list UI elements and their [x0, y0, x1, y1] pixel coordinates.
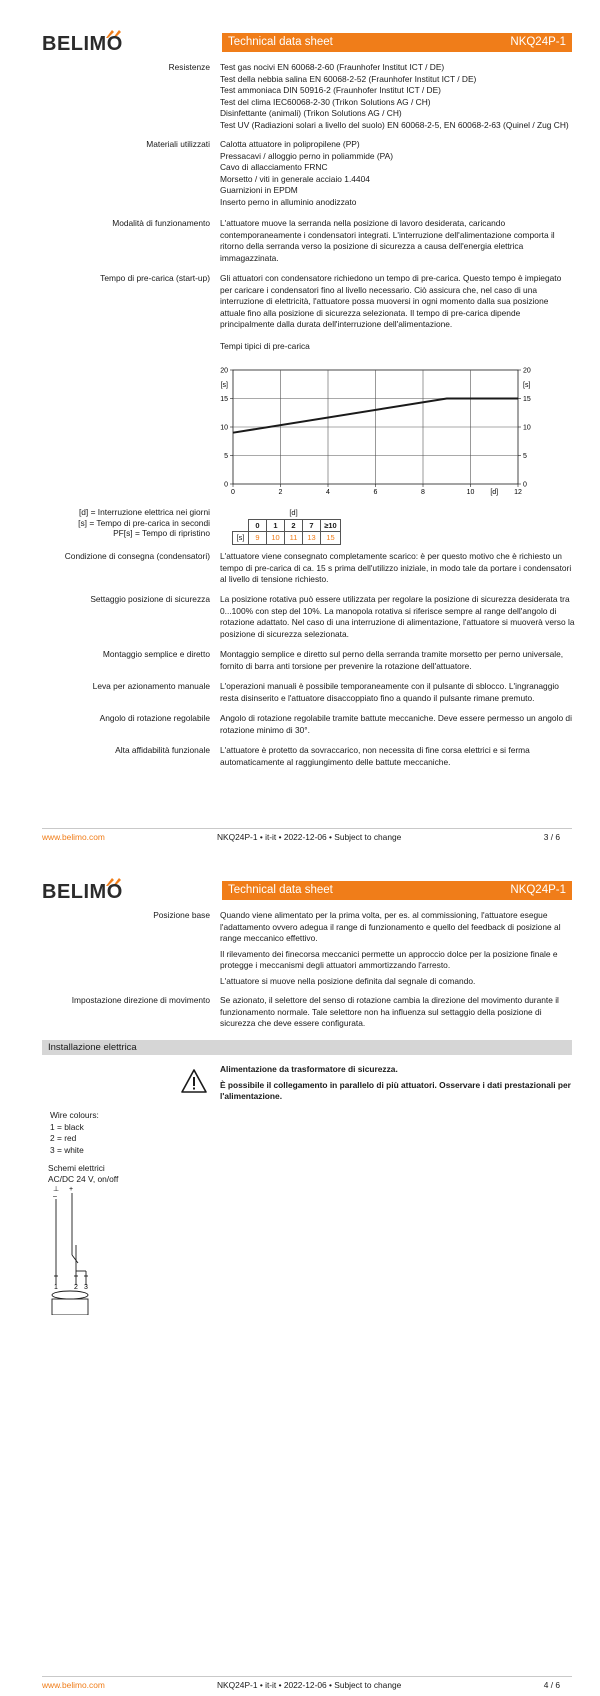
table-unit-s: [s] [233, 532, 249, 545]
y-tick-label-right: 20 [523, 367, 531, 375]
y-tick-label-right: 5 [523, 453, 527, 460]
label-alta: Alta affidabilità funzionale [115, 745, 210, 755]
page-number: 3 / 6 [543, 832, 560, 842]
warning-icon [180, 1068, 208, 1094]
x-tick-label: 0 [231, 489, 235, 496]
list-item: Test ammoniaca DIN 50916-2 (Fraunhofer Institut ICT / DE) [220, 85, 441, 95]
terminal-3: 3 [84, 1284, 88, 1291]
table-cell: 11 [285, 532, 303, 545]
value-posizione [220, 910, 575, 991]
list-item: Test del clima IEC60068-2-30 (Trikon Solutions AG / CH) [220, 96, 431, 107]
x-tick-label: 6 [373, 489, 378, 496]
value-alta: L'attuatore è protetto da sovraccarico, non necessita di fine corsa elettrici e si ferma automaticamente al raggiungimento delle battute meccaniche. [220, 745, 530, 767]
label-leva: Leva per azionamento manuale [92, 681, 210, 691]
label-direzione: Impostazione direzione di movimento [71, 995, 210, 1005]
chart-caption: Tempi tipici di pre-carica [220, 340, 310, 351]
value-materiali [220, 139, 575, 208]
label-materiali: Materiali utilizzati [146, 139, 210, 149]
value-modalita: L'attuatore muove la serranda nella posizione di lavoro desiderata, caricando contemporaneamente i condensatori integrati. L'interruzione dell'alimentazione comporta il ritorno della serranda verso la posizione di sicurezza a causa dell'energia elettrica immagazzinata. [220, 218, 555, 263]
terminal-2: 2 [74, 1284, 78, 1291]
list-item: Calotta attuatore in polipropilene (PP) [220, 139, 360, 149]
schemi-title: Schemi elettrici [48, 1163, 105, 1173]
value-direzione: Se azionato, il selettore del senso di rotazione cambia la direzione del movimento durante il funzionamento normale. Tale selettore non ha influenza sul settaggio della posizione di sicurezza che deve essere configurata. [220, 995, 559, 1028]
precharge-table-wrap [220, 507, 575, 545]
label-posizione: Posizione base [153, 910, 210, 920]
value-angolo: Angolo di rotazione regolabile tramite battute meccaniche. Deve essere permesso un angolo di rotazione minimo di 30°. [220, 713, 572, 735]
section-installazione [42, 1040, 572, 1055]
label-modalita: Modalità di funzionamento [112, 218, 210, 228]
table-cell: 13 [303, 532, 321, 545]
list-item: 1 = black [50, 1121, 84, 1132]
paragraph: L'attuatore si muove nella posizione definita dal segnale di comando. [220, 975, 476, 986]
list-item: Cavo di allacciamento FRNC [220, 162, 328, 172]
y-tick-label: 0 [224, 481, 228, 489]
logo-text: BELIMO [42, 33, 123, 55]
y-tick-label: 5 [224, 453, 228, 460]
header-title: Technical data sheet [228, 884, 333, 896]
list-item: 3 = white [50, 1144, 84, 1155]
y-tick-label-right: 15 [523, 396, 531, 403]
section-title: Installazione elettrica [48, 1042, 137, 1053]
header-code: NKQ24P-1 [510, 36, 566, 48]
x-tick-label: 4 [326, 489, 330, 496]
table-cell: 0 [249, 519, 267, 532]
header-title: Technical data sheet [228, 36, 333, 48]
y-axis-label: [s] [220, 381, 228, 389]
table-cell: 15 [321, 532, 341, 545]
header-code: NKQ24P-1 [510, 884, 566, 896]
legend [40, 507, 210, 539]
footer [42, 828, 572, 843]
value-leva: L'operazioni manuali è possibile temporaneamente con il pulsante di sblocco. L'ingranaggio resta disinserito e l'attuatore disaccoppiato fino a quando il pulsante rimane premuto. [220, 681, 559, 703]
wiring-diagram [48, 1185, 98, 1315]
y-tick-label-right: 10 [523, 424, 531, 432]
footer-info: NKQ24P-1 • it-it • 2022-12-06 • Subject to change [217, 832, 402, 842]
page-number: 4 / 6 [543, 1680, 560, 1690]
label-consegna: Condizione di consegna (condensatori) [64, 551, 210, 561]
legend-d: [d] = Interruzione elettrica nei giorni [78, 507, 210, 517]
schemi [48, 1163, 188, 1185]
list-item: Pressacavi / alloggio perno in poliammide (PA) [220, 150, 394, 161]
list-item: Guarnizioni in EPDM [220, 185, 298, 195]
belimo-logo [42, 876, 122, 902]
table-cell: 2 [285, 519, 303, 532]
label-settaggio: Settaggio posizione di sicurezza [90, 594, 210, 604]
x-tick-label: 2 [278, 489, 283, 496]
label-montaggio: Montaggio semplice e diretto [102, 649, 210, 659]
y-tick-label: 20 [220, 367, 228, 375]
list-item: 2 = red [50, 1133, 77, 1143]
y-axis-label-right: [s] [523, 381, 531, 389]
value-tempo [220, 273, 575, 356]
schemi-subtitle: AC/DC 24 V, on/off [48, 1174, 119, 1184]
table-cell: 1 [267, 519, 285, 532]
list-item: Morsetto / viti in generale acciaio 1.4404 [220, 173, 370, 184]
header-bar [222, 881, 572, 900]
paragraph: Quando viene alimentato per la prima volta, per es. al commissioning, l'attuatore esegue l'adattamento ovvero adegua il range di funzionamento e quello del feedback di posizione al range meccanico effettivo. [220, 910, 561, 943]
value-settaggio: La posizione rotativa può essere utilizzata per regolare la posizione di sicurezza desiderata tra 0...100% con step del 10%. La manopola rotativa si riferisce sempre al range dell'angolo di rotazione adattato. Nel caso di una interruzione di alimentazione, l'attuatore si muoverà verso la posizione di sicurezza selezionata. [220, 594, 575, 639]
terminal-1: 1 [54, 1284, 58, 1291]
list-item: Inserto perno in alluminio anodizzato [220, 196, 357, 207]
footer [42, 1676, 572, 1691]
x-axis-label: [d] [490, 489, 499, 496]
value-montaggio: Montaggio semplice e diretto sul perno della serranda tramite morsetto per perno universale, fornito di barra anti torsione per prevenire la rotazione dell'attuatore. [220, 649, 564, 671]
list-item: Test UV (Radiazioni solari a livello del suolo) EN 60068-2-5, EN 60068-2-63 (Quinel / Zug CH) [220, 119, 569, 130]
minus-symbol: ⊥ [53, 1186, 60, 1193]
footer-link[interactable]: www.belimo.com [42, 832, 105, 842]
tilde-symbol: – [53, 1193, 57, 1200]
list-item: Disinfettante (animali) (Trikon Solutions AG / CH) [220, 108, 402, 118]
paragraph: Il rilevamento dei finecorsa meccanici permette un approccio dolce per la posizione finale e protegge i meccanismi degli attuatori ammortizzando l'arresto. [220, 948, 558, 970]
table-cell: 7 [303, 519, 321, 532]
x-tick-label: 12 [514, 489, 522, 496]
wire-title: Wire colours: [50, 1110, 99, 1120]
table-cell: 9 [249, 532, 267, 545]
warning-lines [220, 1064, 575, 1107]
legend-s: [s] = Tempo di pre-carica in secondi [78, 517, 210, 528]
label-resistenze: Resistenze [168, 62, 210, 72]
x-tick-label: 8 [421, 489, 425, 496]
precharge-chart [218, 362, 548, 502]
value-consegna: L'attuatore viene consegnato completamente scarico: è per questo motivo che è richiesto un tempo di pre-carica di ca. 15 s prima dell'utilizzo iniziale, in modo tale da portare i condensatori al livello di tensione richiesto. [220, 551, 572, 584]
label-tempo: Tempo di pre-carica (start-up) [100, 273, 210, 283]
value-resistenze [220, 62, 575, 131]
list-item: Test gas nocivi EN 60068-2-60 (Fraunhofer Institut ICT / DE) [220, 62, 445, 72]
table-cell: 10 [267, 532, 285, 545]
y-tick-label-right: 0 [523, 481, 527, 489]
precharge-table [232, 507, 341, 545]
table-cell: ≥10 [321, 519, 341, 532]
page-4 [0, 848, 600, 1696]
wire-colours [50, 1110, 170, 1156]
warning-line-1: Alimentazione da trasformatore di sicurezza. [220, 1064, 398, 1074]
logo-text: BELIMO [42, 881, 123, 903]
y-tick-label: 15 [220, 396, 228, 403]
x-tick-label: 10 [466, 489, 475, 496]
belimo-logo [42, 28, 122, 54]
header-bar [222, 33, 572, 52]
y-tick-label: 10 [220, 424, 228, 432]
warning-line-2: È possibile il collegamento in parallelo di più attuatori. Osservare i dati prestazionali per l'alimentazione. [220, 1079, 571, 1101]
label-angolo: Angolo di rotazione regolabile [99, 713, 210, 723]
table-unit-d: [d] [289, 508, 298, 517]
legend-pf: PF[s] = Tempo di ripristino [113, 528, 210, 538]
footer-info: NKQ24P-1 • it-it • 2022-12-06 • Subject to change [217, 1680, 402, 1690]
tempo-text: Gli attuatori con condensatore richiedono un tempo di pre-carica. Questo tempo è impiegato per caricare i condensatori fino al livello necessario. Ciò assicura che, nel caso di una interruzione di elettricità, l'attuatore possa muoversi in ogni momento dalla sua posizione attuale fino alla posizione di sicurezza selezionata. Il tempo di pre-carica dipende principalmente dalla durata dell'interruzione dell'alimentazione. [220, 273, 562, 329]
list-item: Test della nebbia salina EN 60068-2-52 (Fraunhofer Institut ICT / DE) [220, 73, 477, 84]
footer-link[interactable]: www.belimo.com [42, 1680, 105, 1690]
plus-symbol: + [69, 1186, 74, 1193]
